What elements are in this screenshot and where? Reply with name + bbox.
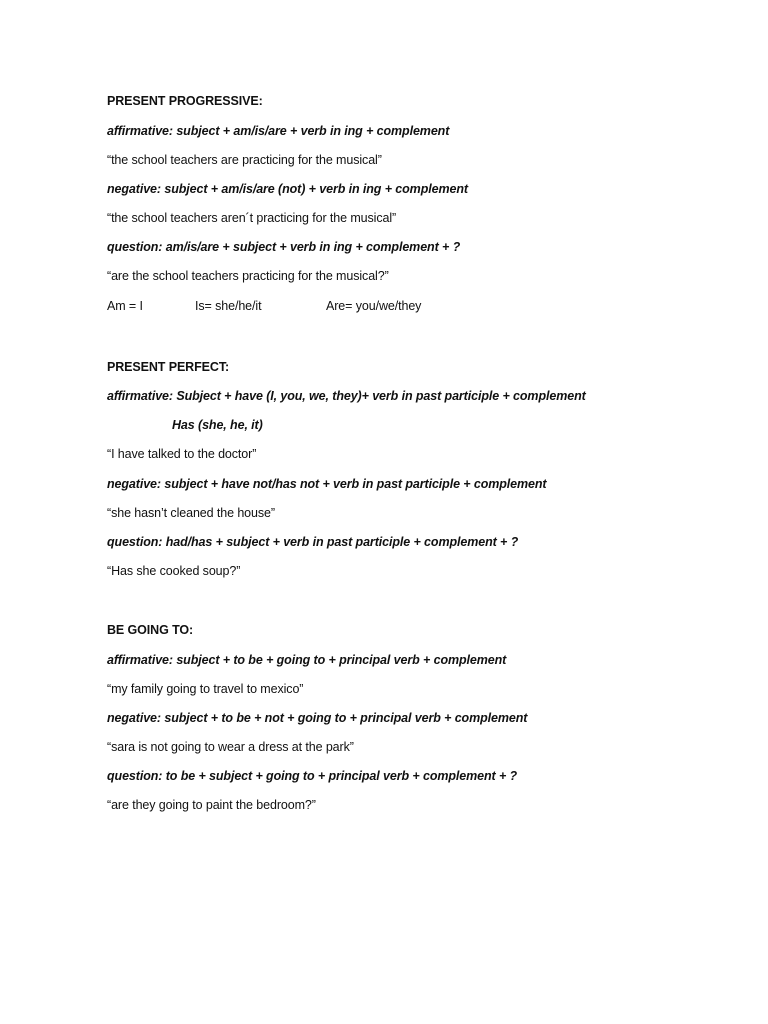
present-perfect-affirmative-example: “I have talked to the doctor” — [107, 447, 257, 461]
present-progressive-affirmative-rule: affirmative: subject + am/is/are + verb in ing + complement — [107, 124, 450, 138]
pronoun-table — [107, 298, 507, 314]
present-perfect-affirmative-has: Has (she, he, it) — [172, 418, 263, 432]
present-perfect-negative-example: “she hasn’t cleaned the house” — [107, 506, 275, 520]
section-heading-present-perfect: PRESENT PERFECT: — [107, 360, 230, 374]
present-progressive-negative-example: “the school teachers aren´t practicing for the musical” — [107, 211, 397, 225]
present-perfect-question-rule: question: had/has + subject + verb in past participle + complement + ? — [107, 535, 519, 549]
present-progressive-question-example: “are the school teachers practicing for the musical?” — [107, 269, 389, 283]
section-heading-be-going-to: BE GOING TO: — [107, 623, 194, 637]
pronoun-are: Are= you/we/they — [326, 299, 422, 313]
be-going-to-negative-example: “sara is not going to wear a dress at the park” — [107, 740, 354, 754]
present-perfect-affirmative-rule: affirmative: Subject + have (I, you, we, they)+ verb in past participle + complement — [107, 389, 586, 403]
present-perfect-negative-rule: negative: subject + have not/has not + verb in past participle + complement — [107, 477, 547, 491]
section-heading-present-progressive: PRESENT PROGRESSIVE: — [107, 94, 263, 108]
pronoun-is: Is= she/he/it — [195, 299, 262, 313]
present-progressive-affirmative-example: “the school teachers are practicing for the musical” — [107, 153, 382, 167]
present-progressive-question-rule: question: am/is/are + subject + verb in ing + complement + ? — [107, 240, 461, 254]
be-going-to-affirmative-example: “my family going to travel to mexico” — [107, 682, 304, 696]
pronoun-am: Am = I — [107, 299, 143, 313]
be-going-to-negative-rule: negative: subject + to be + not + going to + principal verb + complement — [107, 711, 528, 725]
present-perfect-question-example: “Has she cooked soup?” — [107, 564, 241, 578]
present-progressive-negative-rule: negative: subject + am/is/are (not) + verb in ing + complement — [107, 182, 468, 196]
be-going-to-question-rule: question: to be + subject + going to + principal verb + complement + ? — [107, 769, 518, 783]
be-going-to-question-example: “are they going to paint the bedroom?” — [107, 798, 316, 812]
be-going-to-affirmative-rule: affirmative: subject + to be + going to + principal verb + complement — [107, 653, 507, 667]
